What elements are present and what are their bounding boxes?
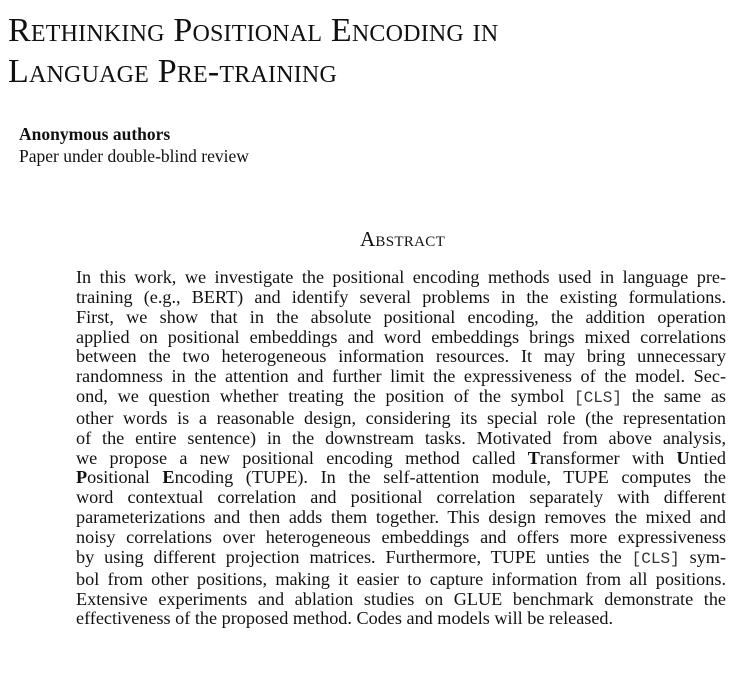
abstract-line: noisy correlations over heterogeneous embeddings and offers more expressiveness [76, 526, 726, 547]
abstract-text: the same as [622, 386, 726, 407]
abstract-line: bol from other positions, making it easier to capture information from all positions. [76, 568, 726, 589]
abstract-line: randomness in the attention and further limit the expressiveness of the model. Sec- [76, 366, 726, 387]
abstract-text: ransformer with [539, 447, 677, 468]
cls-token-code: [CLS] [631, 549, 680, 568]
bold-initial: T [527, 447, 540, 468]
abstract-text: sym- [679, 546, 727, 567]
bold-initial: P [76, 467, 88, 488]
abstract-line: Extensive experiments and ablation studies on GLUE benchmark demonstrate the [76, 588, 726, 609]
paper-title [8, 10, 738, 92]
bold-initial: U [676, 447, 690, 468]
abstract-line: In this work, we investigate the positional encoding methods used in language pre- [76, 267, 726, 287]
abstract-heading: Abstract [359, 227, 446, 251]
abstract-line [76, 387, 726, 409]
abstract-line [76, 449, 726, 469]
abstract-line: word contextual correlation and positional correlation separately with different [76, 487, 726, 508]
abstract-line: parameterizations and then adds them together. This design removes the mixed and [76, 507, 726, 528]
abstract-line: of the entire sentence) in the downstream tasks. Motivated from above analysis, [76, 427, 726, 448]
cls-token-code: [CLS] [574, 389, 623, 408]
review-note: Paper under double-blind review [19, 146, 249, 166]
abstract-text: ncoding (TUPE). In the self-attention module, TUPE computes the [174, 467, 726, 488]
abstract-text: ositional [87, 467, 163, 488]
abstract-line: effectiveness of the proposed method. Codes and models will be released. [76, 608, 614, 629]
abstract-line: applied on positional embeddings and word embeddings brings mixed correlations [76, 326, 726, 347]
bold-initial: E [162, 467, 175, 488]
abstract-text: ntied [689, 447, 726, 468]
abstract-line: training (e.g., BERT) and identify several problems in the existing formulations. [76, 286, 726, 307]
abstract-line: First, we show that in the absolute positional encoding, the addition operation [76, 306, 726, 327]
abstract-body [76, 268, 726, 629]
paper-title-line-1: Rethinking Positional Encoding in [8, 12, 499, 49]
abstract-text: ond, we question whether treating the position of the symbol [76, 386, 574, 407]
author-block [19, 123, 249, 167]
paper-title-line-2: Language Pre-training [8, 53, 338, 90]
abstract-text: by using different projection matrices. Furthermore, TUPE unties the [76, 546, 632, 567]
abstract-line [76, 548, 726, 570]
abstract-line: other words is a reasonable design, considering its special role (the representation [76, 407, 726, 428]
abstract-line [76, 468, 726, 488]
abstract-line: between the two heterogeneous information resources. It may bring unnecessary [76, 346, 726, 367]
abstract-text: we propose a new positional encoding method called [76, 447, 528, 468]
author-name: Anonymous authors [19, 124, 171, 144]
